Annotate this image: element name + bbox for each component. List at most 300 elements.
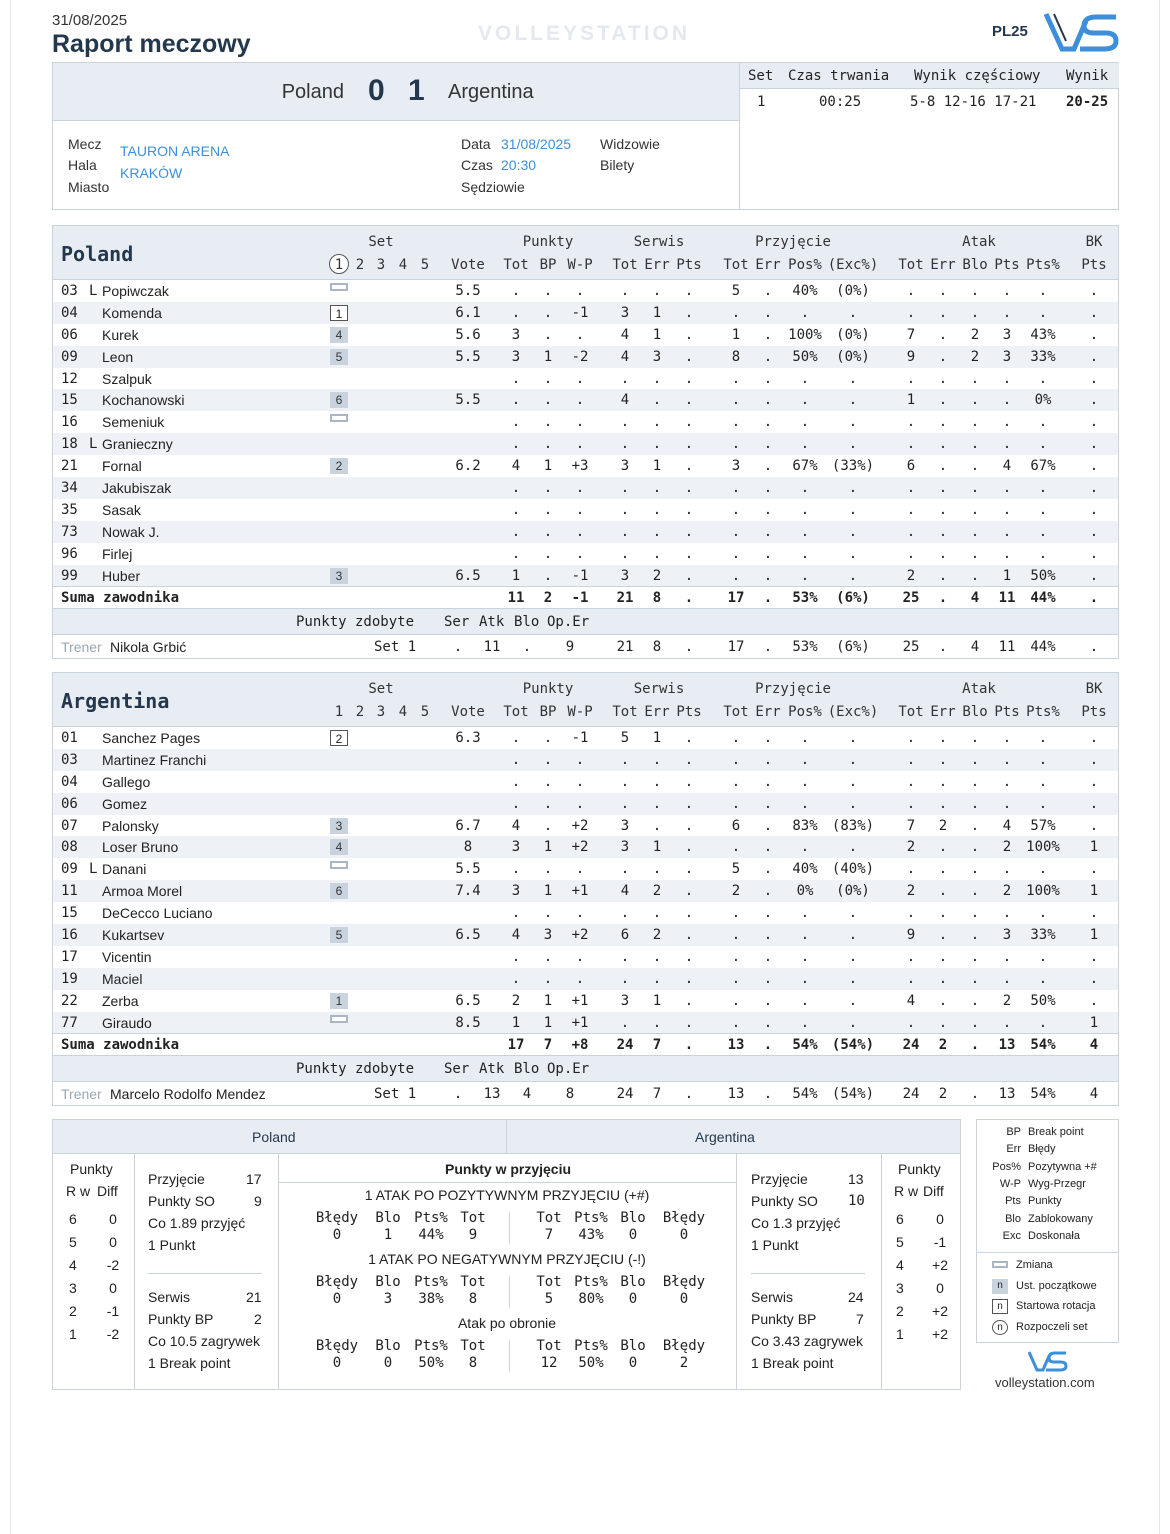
total-cell: .	[763, 590, 773, 607]
player-number: 99	[61, 567, 78, 584]
stat-cell: 1	[543, 883, 553, 900]
table-row	[53, 880, 1118, 902]
section-header: Błędy	[315, 1274, 359, 1290]
coach-row	[53, 1081, 1118, 1105]
section-divider	[509, 1212, 510, 1244]
stat-cell: 3	[543, 927, 553, 944]
coach-cell: .	[684, 1086, 694, 1103]
stat-cell: .	[511, 861, 521, 878]
stat-cell: .	[938, 927, 948, 944]
stat-cell: 8	[731, 348, 741, 365]
total-cell: .	[970, 1037, 980, 1054]
stat-cell: .	[684, 545, 694, 562]
section-header: Błędy	[662, 1274, 706, 1290]
stat-cell: (0%)	[836, 348, 870, 365]
stat-cell: 5	[620, 730, 630, 746]
stat-cell: .	[848, 839, 858, 856]
page-title: Raport meczowy	[52, 30, 251, 58]
player-vote: 6.3	[455, 730, 481, 746]
stat-cell: .	[763, 883, 773, 900]
rotation-number: 3	[69, 1280, 77, 1296]
player-number: 15	[61, 905, 78, 922]
group-header: BK	[1085, 234, 1103, 250]
stat-cell: .	[938, 730, 948, 746]
stat-cell: .	[543, 861, 553, 878]
stat-cell: .	[511, 523, 521, 540]
stat-cell: .	[1089, 370, 1099, 387]
points-scored-row	[53, 1055, 1118, 1081]
stat-cell: .	[684, 436, 694, 453]
section-value: 7	[544, 1227, 554, 1243]
stat-cell: 6	[731, 817, 741, 834]
rotation-number: 2	[69, 1303, 77, 1319]
sub-header: Pos%	[788, 257, 822, 273]
stat-cell: 1	[543, 1014, 553, 1031]
stat-cell: 2	[511, 992, 521, 1009]
stat-cell: .	[1089, 795, 1099, 812]
stat-cell: .	[684, 992, 694, 1009]
stat-cell: .	[763, 773, 773, 790]
player-name: Armoa Morel	[102, 883, 183, 900]
stat-cell: 1	[1002, 567, 1012, 584]
stat-cell: 33%	[1030, 348, 1056, 365]
group-header: Set	[368, 234, 394, 250]
coach-cell: .	[763, 1086, 773, 1103]
legend-desc: Błędy	[1028, 1143, 1056, 1156]
stat-cell: 2	[970, 326, 980, 343]
stat-cell: .	[800, 480, 810, 497]
player-name: Semeniuk	[102, 414, 165, 431]
stat-cell: .	[684, 283, 694, 299]
stat-cell: .	[620, 436, 630, 453]
stat-cell: 100%	[788, 326, 822, 343]
stat-cell: +2	[571, 817, 589, 834]
stat-cell: .	[938, 523, 948, 540]
stat-cell: .	[731, 480, 741, 497]
right-punkty-label: Punkty	[898, 1161, 941, 1177]
score-b: 1	[408, 74, 425, 107]
summary-center-divider	[278, 1182, 736, 1183]
stat-cell: .	[1089, 501, 1099, 518]
stat-cell: 2	[652, 927, 662, 944]
stat-cell: .	[800, 927, 810, 944]
footer-logo-icon	[1028, 1350, 1068, 1372]
player-number: 06	[61, 326, 78, 343]
total-row	[53, 1033, 1118, 1055]
stat-cell: .	[511, 905, 521, 922]
stat-cell: .	[938, 348, 948, 365]
total-cell: 24	[616, 1037, 634, 1054]
stat-cell: 40%	[792, 861, 818, 878]
stat-cell: .	[1038, 970, 1048, 987]
total-cell: 25	[902, 590, 920, 607]
section-value: 0	[332, 1291, 342, 1307]
atk-label: Atk	[479, 614, 505, 631]
stat-cell: 1	[652, 458, 662, 475]
substitution-icon	[330, 414, 348, 422]
substitution-icon	[992, 1261, 1008, 1268]
player-name: DeCecco Luciano	[102, 905, 213, 922]
stat-cell: .	[906, 795, 916, 812]
section-header: Tot	[460, 1338, 486, 1354]
stat-cell: 3	[1002, 348, 1012, 365]
watermark: VOLLEYSTATION	[478, 22, 691, 45]
section-value: 50%	[418, 1355, 444, 1371]
total-cell: 8	[652, 590, 662, 607]
stat-cell: .	[731, 414, 741, 431]
stat-cell: 4	[620, 326, 630, 343]
stat-cell: .	[970, 567, 980, 584]
stat-cell: .	[684, 501, 694, 518]
stat-cell: .	[731, 545, 741, 562]
stat-cell: 4	[1002, 458, 1012, 475]
sub-header: 3	[376, 704, 386, 720]
total-cell: 11	[998, 590, 1016, 607]
stat-cell: .	[575, 370, 585, 387]
stat-cell: 4	[511, 927, 521, 944]
stat-cell: 100%	[1026, 839, 1060, 856]
coach-cell: 17	[727, 639, 745, 656]
section-value: 0	[628, 1227, 638, 1243]
center-title: Punkty w przyjęciu	[445, 1161, 572, 1177]
table-row	[53, 389, 1118, 411]
stat-cell: .	[1089, 304, 1099, 321]
stat-cell: .	[763, 304, 773, 321]
stat-cell: .	[1038, 370, 1048, 387]
left-punkty-label: Punkty	[70, 1161, 113, 1177]
stat-cell: .	[800, 567, 810, 584]
player-number: 11	[61, 883, 78, 900]
coach-cell: .	[522, 639, 532, 656]
stat-cell: .	[970, 1014, 980, 1031]
sub-header: Tot	[898, 704, 924, 720]
stat-cell: .	[938, 480, 948, 497]
stat-cell: +2	[571, 927, 589, 944]
stat-cell: .	[938, 751, 948, 768]
stat-cell: .	[1089, 523, 1099, 540]
stat-cell: 1	[731, 326, 741, 343]
rotation-diff: +2	[932, 1303, 948, 1319]
libero-flag: L	[89, 861, 98, 878]
stat-cell: .	[543, 436, 553, 453]
legend-desc: Wyg-Przegr	[1028, 1177, 1086, 1190]
stat-cell: 2	[1002, 839, 1012, 856]
stat-cell: .	[1002, 392, 1012, 409]
stat-cell: .	[906, 414, 916, 431]
stat-cell: .	[970, 970, 980, 987]
stat-cell: .	[684, 523, 694, 540]
sub-header: Err	[930, 704, 956, 720]
stat-cell: .	[1089, 992, 1099, 1009]
player-vote: 7.4	[455, 883, 481, 900]
points-scored-label: Punkty zdobyte	[296, 614, 415, 631]
stat-cell: .	[970, 523, 980, 540]
score-band	[53, 63, 740, 121]
group-header: Punkty	[522, 234, 574, 250]
stat-cell: .	[1089, 861, 1099, 878]
player-vote: 5.5	[455, 348, 481, 365]
summary-header	[53, 1120, 960, 1154]
stat-cell: .	[763, 567, 773, 584]
stat-cell: .	[511, 283, 521, 299]
stat-cell: .	[543, 545, 553, 562]
player-name: Popiwczak	[102, 283, 169, 299]
stat-cell: .	[731, 436, 741, 453]
match-info	[53, 121, 740, 210]
stat-cell: .	[731, 1014, 741, 1031]
stat-cell: .	[543, 304, 553, 321]
player-name: Palonsky	[102, 817, 159, 834]
stat-cell: 67%	[792, 458, 818, 475]
stat-cell: .	[800, 905, 810, 922]
section-value: 38%	[418, 1291, 444, 1307]
stat-cell: .	[970, 501, 980, 518]
coach-cell: .	[684, 639, 694, 656]
start-position-badge: 5	[330, 349, 348, 365]
coach-cell: 44%	[1030, 639, 1056, 656]
sets-col-time: Czas trwania	[788, 68, 890, 84]
coach-cell: 7	[652, 1086, 662, 1103]
table-row	[53, 968, 1118, 990]
section-header: Pts%	[414, 1338, 448, 1354]
player-name: Huber	[102, 567, 141, 584]
player-name: Jakubiszak	[102, 480, 172, 497]
stat-cell: .	[652, 1014, 662, 1031]
stat-cell: .	[763, 751, 773, 768]
coach-cell: 4	[522, 1086, 532, 1103]
player-vote: 8.5	[455, 1014, 481, 1031]
stat-cell: .	[1038, 730, 1048, 746]
section-value: 0	[628, 1355, 638, 1371]
section-title: 1 ATAK PO NEGATYWNYM PRZYJĘCIU (-!)	[368, 1251, 646, 1267]
stat-cell: .	[848, 970, 858, 987]
summary-head-divider	[506, 1120, 507, 1154]
section-value: 0	[332, 1227, 342, 1243]
stat-cell: .	[800, 523, 810, 540]
legend-key: Pts	[1005, 1195, 1021, 1208]
player-vote: 6.5	[455, 567, 481, 584]
right-co: Co 1.3 przyjęć	[751, 1215, 841, 1231]
stat-cell: 67%	[1030, 458, 1056, 475]
stat-cell: 50%	[1030, 992, 1056, 1009]
stat-cell: 6	[906, 458, 916, 475]
stat-cell: .	[731, 795, 741, 812]
total-cell: 7	[543, 1037, 553, 1054]
total-cell: 44%	[1030, 590, 1056, 607]
stat-cell: .	[575, 392, 585, 409]
player-number: 35	[61, 501, 78, 518]
stat-cell: 5	[731, 861, 741, 878]
stat-cell: .	[684, 458, 694, 475]
stat-cell: .	[620, 480, 630, 497]
stat-cell: 0%	[1034, 392, 1052, 409]
stat-cell: .	[652, 861, 662, 878]
player-name: Kochanowski	[102, 392, 185, 409]
section-header: Tot	[460, 1210, 486, 1226]
total-cell: .	[938, 590, 948, 607]
stat-cell: +1	[571, 1014, 589, 1031]
table-row	[53, 793, 1118, 815]
blo-label: Blo	[514, 614, 540, 631]
section-header: Blo	[375, 1210, 401, 1226]
section-header: Tot	[536, 1274, 562, 1290]
stat-cell: .	[731, 927, 741, 944]
team-b-name: Argentina	[448, 81, 534, 103]
stat-cell: .	[848, 1014, 858, 1031]
group-header: Atak	[962, 681, 996, 697]
total-cell: 13	[727, 1037, 745, 1054]
table-row	[53, 924, 1118, 946]
sets-col-score: Wynik	[1066, 68, 1109, 84]
player-number: 73	[61, 523, 78, 540]
coach-cell: 24	[902, 1086, 920, 1103]
total-cell: .	[684, 590, 694, 607]
table-row	[53, 411, 1118, 433]
right-co2: Co 3.43 zagrywek	[751, 1333, 864, 1349]
player-name: Nowak J.	[102, 523, 160, 540]
stat-cell: .	[763, 927, 773, 944]
stat-cell: .	[763, 414, 773, 431]
set-time: 00:25	[819, 94, 862, 110]
stat-cell: .	[731, 392, 741, 409]
stat-cell: .	[763, 480, 773, 497]
stat-cell: .	[684, 730, 694, 746]
summary-panel	[52, 1119, 961, 1390]
player-name: Maciel	[102, 970, 143, 987]
stat-cell: 50%	[792, 348, 818, 365]
start-rotation-badge: 1	[330, 305, 348, 321]
player-number: 01	[61, 730, 78, 746]
section-value: 3	[383, 1291, 393, 1307]
footer-url: volleystation.com	[995, 1375, 1095, 1390]
stat-cell: 2	[938, 817, 948, 834]
stat-cell: .	[684, 1014, 694, 1031]
group-header: Set	[368, 681, 394, 697]
sub-header: Pts%	[1026, 704, 1060, 720]
right-bp-label: Punkty BP	[751, 1311, 817, 1327]
stat-cell: .	[1002, 370, 1012, 387]
stat-cell: .	[1038, 545, 1048, 562]
section-header: Tot	[536, 1210, 562, 1226]
table-row	[53, 346, 1118, 368]
stat-cell: .	[511, 795, 521, 812]
total-cell: .	[1089, 590, 1099, 607]
stat-cell: .	[763, 905, 773, 922]
coach-cell: 4	[970, 639, 980, 656]
table-row	[53, 990, 1118, 1012]
stat-cell: .	[1038, 751, 1048, 768]
start-position-badge: 2	[330, 458, 348, 474]
player-name: Kukartsev	[102, 927, 165, 944]
sub-header: Blo	[962, 704, 988, 720]
player-number: 77	[61, 1014, 78, 1031]
sub-header: BP	[539, 257, 557, 273]
stat-cell: .	[652, 283, 662, 299]
stat-cell: .	[1089, 751, 1099, 768]
coach-name: Marcelo Rodolfo Mendez	[110, 1086, 266, 1103]
table-row	[53, 477, 1118, 499]
stat-cell: .	[652, 970, 662, 987]
rotation-number: 5	[69, 1234, 77, 1250]
group-header: BK	[1085, 681, 1103, 697]
section-value: 12	[540, 1355, 558, 1371]
coach-cell: 8	[565, 1086, 575, 1103]
stat-cell: .	[800, 436, 810, 453]
match-header	[52, 62, 1119, 210]
stat-cell: 1	[1089, 839, 1099, 856]
player-number: 08	[61, 839, 78, 856]
section-header: Błędy	[315, 1338, 359, 1354]
stat-cell: 2	[906, 567, 916, 584]
rotation-diff: -1	[933, 1234, 947, 1250]
right-pkt: 1 Punkt	[751, 1237, 799, 1253]
legend-symbol-desc: Ust. początkowe	[1016, 1279, 1097, 1292]
stat-cell: .	[938, 773, 948, 790]
stat-cell: .	[1002, 905, 1012, 922]
rotation-diff: -2	[106, 1257, 120, 1273]
stat-cell: .	[652, 370, 662, 387]
label-widzowie: Widzowie	[600, 136, 660, 152]
stat-cell: .	[652, 480, 662, 497]
stat-cell: .	[543, 751, 553, 768]
stat-cell: .	[906, 501, 916, 518]
stat-cell: 33%	[1030, 927, 1056, 944]
stat-cell: .	[684, 927, 694, 944]
stat-cell: .	[800, 545, 810, 562]
stat-cell: .	[684, 326, 694, 343]
stat-cell: .	[848, 523, 858, 540]
coach-cell: 25	[902, 639, 920, 656]
stat-cell: .	[848, 948, 858, 965]
sub-header: 1	[334, 257, 344, 273]
coach-cell: 21	[616, 639, 634, 656]
volleystation-logo-icon	[1044, 11, 1120, 53]
coach-name: Nikola Grbić	[110, 639, 187, 656]
substitution-icon	[330, 1015, 348, 1023]
stat-cell: .	[763, 1014, 773, 1031]
stat-cell: .	[970, 948, 980, 965]
stat-cell: (40%)	[831, 861, 875, 878]
stat-cell: .	[848, 992, 858, 1009]
player-number: 12	[61, 370, 78, 387]
player-vote: 5.5	[455, 392, 481, 409]
stat-cell: .	[652, 392, 662, 409]
stat-cell: .	[731, 839, 741, 856]
start-position-badge: 5	[330, 927, 348, 943]
stat-cell: .	[1089, 283, 1099, 299]
stat-cell: .	[511, 545, 521, 562]
stat-cell: .	[543, 948, 553, 965]
poland-stats-table	[52, 225, 1119, 659]
stat-cell: .	[970, 773, 980, 790]
stat-cell: 40%	[792, 283, 818, 299]
player-number: 06	[61, 795, 78, 812]
sub-header: Tot	[612, 704, 638, 720]
stat-cell: 3	[731, 458, 741, 475]
start-position-badge: 3	[330, 818, 348, 834]
stat-cell: +1	[571, 992, 589, 1009]
stat-cell: +3	[571, 458, 589, 475]
stat-cell: .	[906, 773, 916, 790]
stat-cell: .	[763, 326, 773, 343]
stat-cell: 1	[652, 730, 662, 746]
stat-cell: 0%	[796, 883, 814, 900]
stat-cell: 3	[1002, 927, 1012, 944]
player-name: Firlej	[102, 545, 133, 562]
sub-header: Pts	[1081, 257, 1107, 273]
stat-cell: .	[938, 1014, 948, 1031]
stat-cell: .	[763, 283, 773, 299]
